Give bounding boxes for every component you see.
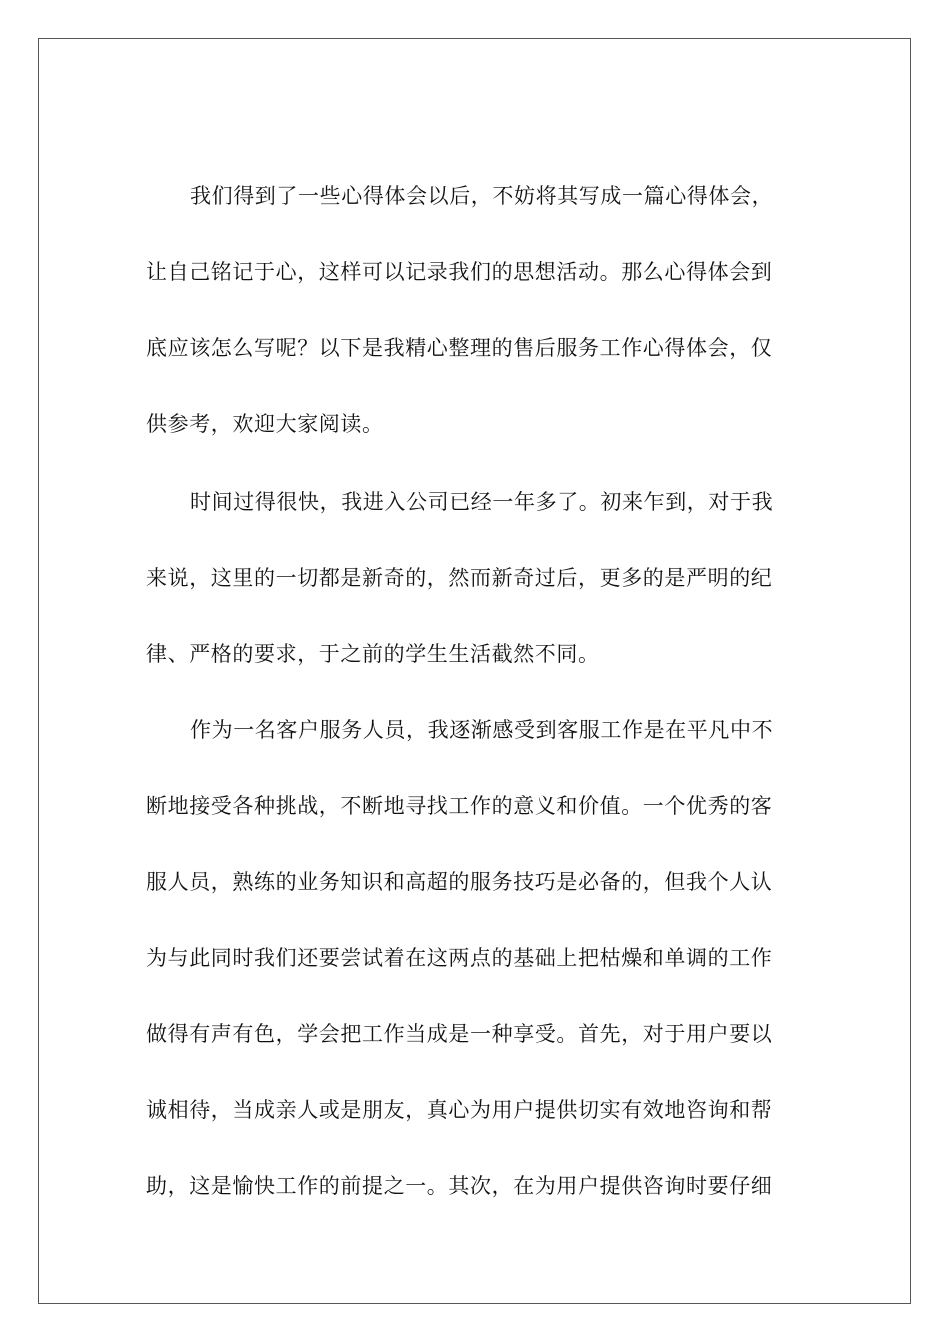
paragraph-1-line-2: 让自己铭记于心，这样可以记录我们的思想活动。那么心得体会到 <box>146 260 773 284</box>
paragraph-3-line-2: 断地接受各种挑战，不断地寻找工作的意义和价值。一个优秀的客 <box>146 794 773 818</box>
paragraph-3-line-3: 服人员，熟练的业务知识和高超的服务技巧是必备的，但我个人认 <box>146 870 773 894</box>
paragraph-3-line-5: 做得有声有色，学会把工作当成是一种享受。首先，对于用户要以 <box>146 1022 773 1046</box>
paragraph-2-line-3: 律、严格的要求，于之前的学生生活截然不同。 <box>146 642 600 666</box>
paragraph-1-line-3: 底应该怎么写呢？以下是我精心整理的售后服务工作心得体会，仅 <box>146 336 773 360</box>
paragraph-1-line-1: 我们得到了一些心得体会以后，不妨将其写成一篇心得体会， <box>190 184 774 208</box>
paragraph-1-line-4: 供参考，欢迎大家阅读。 <box>146 412 384 436</box>
paragraph-3-line-1: 作为一名客户服务人员，我逐渐感受到客服工作是在平凡中不 <box>190 718 774 742</box>
paragraph-3-line-4: 为与此同时我们还要尝试着在这两点的基础上把枯燥和单调的工作 <box>146 946 773 970</box>
paragraph-3-line-7: 助，这是愉快工作的前提之一。其次，在为用户提供咨询时要仔细 <box>146 1174 773 1198</box>
paragraph-2-line-2: 来说，这里的一切都是新奇的，然而新奇过后，更多的是严明的纪 <box>146 566 773 590</box>
paragraph-3-line-6: 诚相待，当成亲人或是朋友，真心为用户提供切实有效地咨询和帮 <box>146 1098 773 1122</box>
paragraph-2-line-1: 时间过得很快，我进入公司已经一年多了。初来乍到，对于我 <box>190 490 774 514</box>
